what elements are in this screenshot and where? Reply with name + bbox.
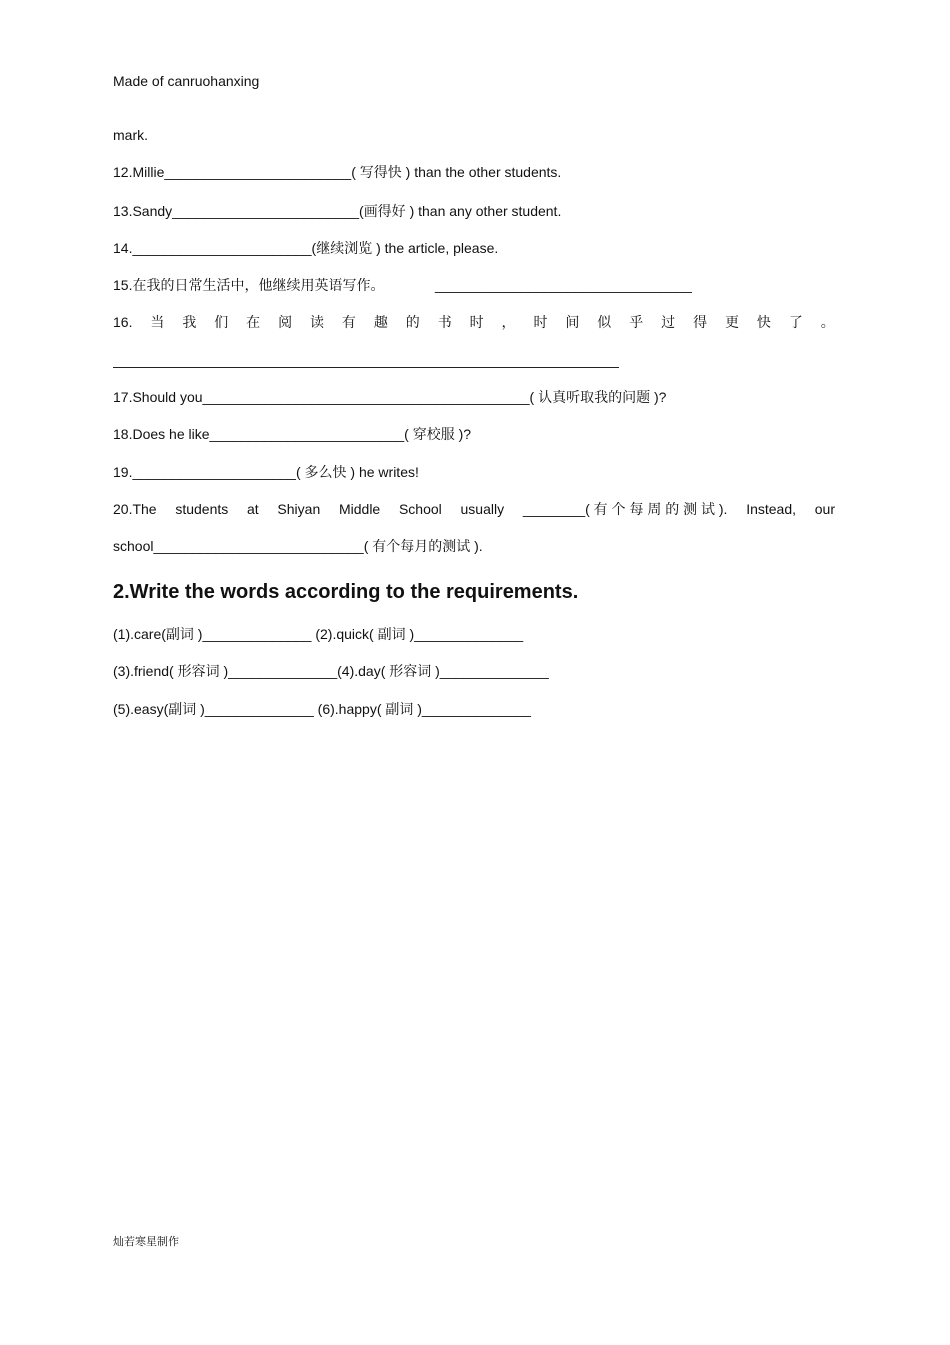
token: ， bbox=[501, 314, 516, 330]
question-19: 19._____________________( 多么快 ) he writes! bbox=[113, 464, 419, 480]
token: 。 bbox=[820, 314, 835, 330]
question-13: 13.Sandy________________________(画得好 ) than any other student. bbox=[113, 203, 562, 219]
token: usually bbox=[460, 501, 505, 517]
token: ________( 有 个 每 周 的 测 试 ). bbox=[522, 501, 728, 517]
token: 时 bbox=[533, 314, 548, 330]
token: 了 bbox=[788, 314, 803, 330]
token: 时 bbox=[469, 314, 484, 330]
question-16-answer-line bbox=[113, 367, 619, 368]
token: 间 bbox=[565, 314, 580, 330]
token: 16. bbox=[113, 314, 133, 330]
page-header: Made of canruohanxing bbox=[113, 73, 260, 89]
token: 们 bbox=[214, 314, 229, 330]
token: 在 bbox=[246, 314, 261, 330]
section-2-row-3: (5).easy(副词 )______________ (6).happy( 副词 )______________ bbox=[113, 701, 531, 717]
token: Middle bbox=[338, 501, 381, 517]
token: Instead, bbox=[746, 501, 797, 517]
token: 乎 bbox=[629, 314, 644, 330]
token: 的 bbox=[405, 314, 420, 330]
token: 阅 bbox=[278, 314, 293, 330]
continued-line: mark. bbox=[113, 127, 148, 143]
section-2-row-2: (3).friend( 形容词 )______________(4).day( 形容词 )______________ bbox=[113, 663, 549, 679]
question-17: 17.Should you__________________________________________( 认真听取我的问题 )? bbox=[113, 389, 667, 405]
question-15-answer-blank: _________________________________ bbox=[435, 277, 692, 293]
token: 书 bbox=[437, 314, 452, 330]
token: 20.The bbox=[113, 501, 157, 517]
token: 趣 bbox=[373, 314, 388, 330]
token: 快 bbox=[756, 314, 771, 330]
question-20-line-2: school___________________________( 有个每月的测试 ). bbox=[113, 538, 483, 554]
token: 更 bbox=[724, 314, 739, 330]
token: 似 bbox=[597, 314, 612, 330]
token: School bbox=[398, 501, 442, 517]
question-20-line-1 bbox=[113, 500, 835, 518]
question-16-prompt bbox=[113, 313, 835, 331]
question-14: 14._______________________(继续浏览 ) the article, please. bbox=[113, 240, 499, 256]
section-2-heading: 2.Write the words according to the requirements. bbox=[113, 581, 579, 603]
token: 过 bbox=[661, 314, 676, 330]
question-15-prompt: 15.在我的日常生活中，他继续用英语写作。 bbox=[113, 277, 385, 293]
token: 有 bbox=[341, 314, 356, 330]
page-footer: 灿若寒星制作 bbox=[113, 1236, 179, 1248]
token: 读 bbox=[310, 314, 324, 330]
token: Shiyan bbox=[277, 501, 321, 517]
question-12: 12.Millie________________________( 写得快 ) than the other students. bbox=[113, 164, 562, 180]
token: 当 bbox=[150, 314, 165, 330]
section-2-row-1: (1).care(副词 )______________ (2).quick( 副词 )______________ bbox=[113, 626, 524, 642]
question-18: 18.Does he like_________________________( 穿校服 )? bbox=[113, 426, 472, 442]
token: our bbox=[814, 501, 835, 517]
token: 我 bbox=[182, 314, 197, 330]
token: students bbox=[175, 501, 229, 517]
token: at bbox=[247, 501, 259, 517]
token: 得 bbox=[693, 314, 708, 330]
